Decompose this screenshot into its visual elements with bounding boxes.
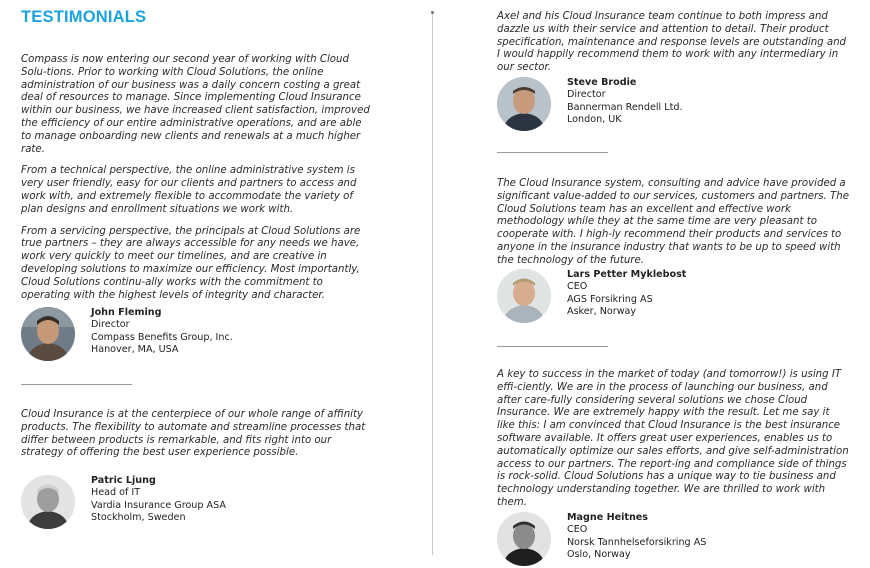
divider-marker [431, 11, 434, 14]
author-company: Norsk Tannhelseforsikring AS [567, 536, 707, 548]
author-role: Director [567, 89, 606, 101]
person-photo-icon [497, 77, 551, 131]
quote-paragraph: Axel and his Cloud Insurance team continue to both impress and dazzle us with their service and attention to detail. Their product specification, maintenance and response levels are outstanding and I would happily recommend them to work with any intermediary in our sector. [497, 11, 847, 74]
author-company: Compass Benefits Group, Inc. [91, 331, 233, 343]
author-name: Patric Ljung [91, 475, 156, 486]
author-company: Vardia Insurance Group ASA [91, 499, 226, 511]
person-photo-icon [497, 512, 551, 566]
author-role: CEO [567, 281, 588, 293]
author-location: Stockholm, Sweden [91, 512, 186, 524]
testimonial-quote [497, 369, 849, 519]
author-name: John Fleming [91, 307, 162, 318]
person-photo-icon [21, 307, 75, 361]
quote-paragraph: Compass is now entering our second year of working with Cloud Solu-tions. Prior to working with Cloud Solutions, the online administration of our business was a daily concern costing a great deal of resources to manage. Since implementing Cloud Insurance within our business, we have increased client satisfaction, improved the efficiency of our entire administrative operations, and are able to manage onboarding new clients and renewals at a much higher rate. [21, 54, 370, 155]
person-photo-icon [497, 269, 551, 323]
testimonial-quote [21, 409, 366, 469]
separator-rule [21, 384, 132, 385]
person-photo-icon [21, 475, 75, 529]
author-name: Magne Heitnes [567, 512, 649, 523]
author-role: CEO [567, 524, 588, 536]
page-title: TESTIMONIALS [21, 8, 147, 26]
author-details [91, 475, 226, 525]
author-company: Bannerman Rendell Ltd. [567, 101, 683, 113]
author-details [91, 307, 233, 357]
quote-paragraph: The Cloud Insurance system, consulting and advice have provided a significant value-added to our services, customers and partners. The Cloud Solutions team has an excellent and effective work methodology while they at the same time are very pleasant to cooperate with. I high-ly recommend their products and services to anyone in the insurance industry that wants to be up to speed with the technology of the future. [497, 178, 849, 266]
author-role: Head of IT [91, 487, 141, 499]
quote-paragraph: From a servicing perspective, the principals at Cloud Solutions are true partners – they are always accessible for any needs we have, work very quickly to meet our timelines, and are creative in developing solutions to maximize our efficiency. Most importantly, Cloud Solutions continu-ally works with the commitment to operating with the highest levels of integrity and character. [21, 225, 361, 301]
author-details [567, 512, 706, 562]
testimonial-quote [497, 11, 849, 84]
author-location: Hanover, MA, USA [91, 344, 179, 356]
author-role: Director [91, 319, 130, 331]
author-location: Oslo, Norway [567, 549, 631, 561]
author-location: London, UK [567, 114, 622, 126]
author-details [567, 269, 686, 319]
testimonial-quote [21, 54, 373, 311]
author-name: Lars Petter Myklebost [567, 269, 687, 280]
author-location: Asker, Norway [567, 306, 637, 318]
author-details [567, 77, 683, 127]
author-name: Steve Brodie [567, 77, 637, 88]
separator-rule [497, 152, 608, 153]
testimonial-quote [497, 178, 849, 277]
column-divider [432, 12, 433, 555]
quote-paragraph: A key to success in the market of today (and tomorrow!) is using IT effi-ciently. We are in the process of launching our business, and after care-fully considering several solutions we chose Cloud Insurance. We are extremely happy with the result. Let me say it like this: I am convinced that Cloud Insurance is the best insurance software available. It offers great user experiences, enables us to automatically optimize our sales efforts, and give self-administration access to our partners. The report-ing and compliance side of things is rock-solid. Cloud Solutions has a unique way to tie business and technology understanding together. We are thrilled to work with them. [497, 369, 849, 508]
quote-paragraph: From a technical perspective, the online administrative system is very user friendly, easy for our clients and partners to access and work with, and extremely flexible to accommodate the variety of plan designs and enrollment situations we work with. [21, 165, 357, 215]
author-company: AGS Forsikring AS [567, 293, 653, 305]
separator-rule [497, 346, 608, 347]
quote-paragraph: Cloud Insurance is at the centerpiece of our whole range of affinity products. The flexibility to automate and streamline processes that differ between products is remarkable, and fits right into our strategy of offering the best user experience possible. [21, 409, 366, 459]
